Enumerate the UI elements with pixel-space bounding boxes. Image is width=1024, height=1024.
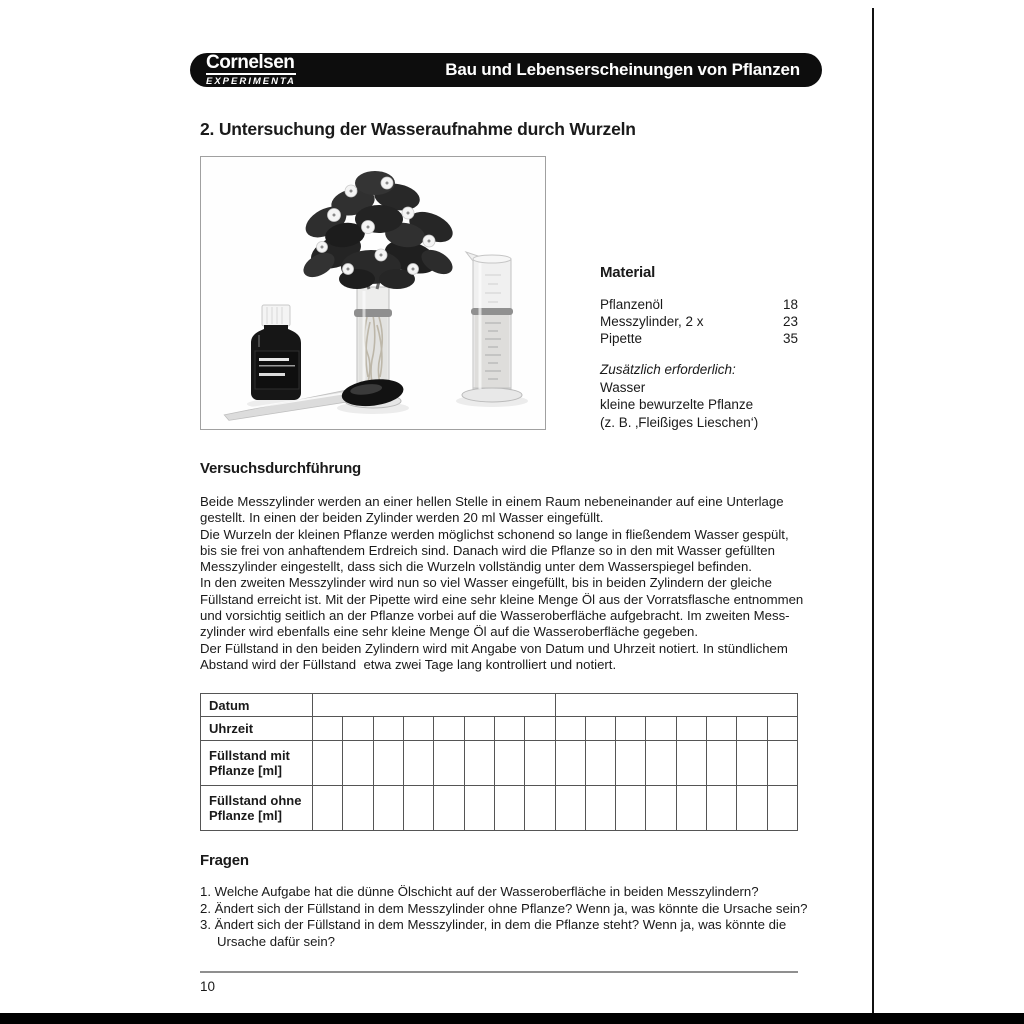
questions-heading: Fragen xyxy=(200,852,249,869)
table-empty-cell xyxy=(767,741,797,786)
table-empty-cell xyxy=(313,694,556,717)
table-empty-cell xyxy=(313,741,343,786)
table-row xyxy=(201,786,798,831)
procedure-line: gestellt. In einen der beiden Zylinder werden 20 ml Wasser eingefüllt. xyxy=(200,510,604,526)
table-empty-cell xyxy=(737,717,767,741)
table-empty-cell xyxy=(525,717,555,741)
experiment-photo-illustration xyxy=(201,157,545,429)
table-empty-cell xyxy=(434,717,464,741)
procedure-line: Messzylinder eingestellt, dass sich die Wurzeln vollständig unter dem Wasserspiegel befinden. xyxy=(200,559,752,575)
table-empty-cell xyxy=(373,786,403,831)
table-empty-cell xyxy=(585,786,615,831)
procedure-line: Die Wurzeln der kleinen Pflanze werden möglichst schonend so lange in fließendem Wasser gespült, xyxy=(200,526,789,542)
table-empty-cell xyxy=(313,717,343,741)
question-line: Ursache dafür sein? xyxy=(217,933,336,949)
table-empty-cell xyxy=(343,717,373,741)
table-empty-cell xyxy=(767,786,797,831)
page-number: 10 xyxy=(200,979,216,994)
header-title: Bau und Lebenserscheinungen von Pflanzen xyxy=(445,60,800,79)
table-empty-cell xyxy=(403,717,433,741)
table-empty-cell xyxy=(585,717,615,741)
table-empty-cell xyxy=(403,741,433,786)
table-empty-cell xyxy=(403,786,433,831)
table-empty-cell xyxy=(555,694,798,717)
header-bar xyxy=(190,53,822,87)
material-item-name: Pipette xyxy=(600,331,643,346)
table-empty-cell xyxy=(737,741,767,786)
table-empty-cell xyxy=(676,717,706,741)
table-row xyxy=(201,694,798,717)
logo-brand-text: Cornelsen xyxy=(206,52,295,74)
table-empty-cell xyxy=(555,741,585,786)
logo-sub-text: EXPERIMENTA xyxy=(206,76,296,88)
page-edge-line xyxy=(872,8,874,1014)
table-empty-cell xyxy=(646,717,676,741)
footer-divider xyxy=(200,971,798,973)
table-empty-cell xyxy=(555,717,585,741)
material-item-name: Messzylinder, 2 x xyxy=(600,314,704,329)
material-item-number: 23 xyxy=(782,314,798,329)
table-empty-cell xyxy=(434,786,464,831)
oil-bottle-icon xyxy=(251,305,301,400)
table-empty-cell xyxy=(494,717,524,741)
table-empty-cell xyxy=(343,741,373,786)
material-item-name: Pflanzenöl xyxy=(600,297,664,312)
material-additional-item: Wasser xyxy=(600,379,646,395)
table-empty-cell xyxy=(525,786,555,831)
table-empty-cell xyxy=(373,741,403,786)
record-table xyxy=(200,693,798,831)
material-item-number: 18 xyxy=(782,297,798,312)
table-empty-cell xyxy=(525,741,555,786)
material-additional xyxy=(600,361,798,431)
section-title: 2. Untersuchung der Wasseraufnahme durch Wurzeln xyxy=(200,119,636,139)
procedure-line: In den zweiten Messzylinder wird nun so viel Wasser eingefüllt, bis in beiden Zylindern der gleiche xyxy=(200,575,772,591)
table-empty-cell xyxy=(343,786,373,831)
table-empty-cell xyxy=(585,741,615,786)
procedure-line: zylinder wird ebenfalls eine sehr kleine Menge Öl auf die Wasseroberfläche gegeben. xyxy=(200,624,698,640)
table-empty-cell xyxy=(646,786,676,831)
procedure-line: Abstand wird der Füllstand etwa zwei Tage lang kontrolliert und notiert. xyxy=(200,656,617,672)
pipette-icon xyxy=(222,376,405,424)
material-item xyxy=(600,296,798,313)
procedure-line: Füllstand erreicht ist. Mit der Pipette wird eine sehr kleine Menge Öl aus der Vorratsflasche entnommen xyxy=(200,591,804,607)
procedure-line: Beide Messzylinder werden an einer hellen Stelle in einem Raum nebeneinander auf eine Unterlage xyxy=(200,494,784,509)
table-empty-cell xyxy=(737,786,767,831)
table-empty-cell xyxy=(494,741,524,786)
table-empty-cell xyxy=(313,786,343,831)
table-empty-cell xyxy=(616,717,646,741)
table-empty-cell xyxy=(707,786,737,831)
table-row xyxy=(201,717,798,741)
cornelsen-logo xyxy=(190,53,296,87)
question-line: 1. Welche Aufgabe hat die dünne Ölschicht auf der Wasseroberfläche in beiden Messzylindern? xyxy=(200,884,759,899)
procedure-line: bis sie frei von anhaftendem Erdreich sind. Danach wird die Pflanze so in den mit Wasser gefüllten xyxy=(200,542,775,558)
question-line: 2. Ändert sich der Füllstand in dem Messzylinder ohne Pflanze? Wenn ja, was könnte die Ursache sein? xyxy=(200,900,808,916)
table-row-label: Füllstand ohne Pflanze [ml] xyxy=(201,786,313,831)
material-additional-heading: Zusätzlich erforderlich: xyxy=(600,362,736,377)
experiment-photo xyxy=(200,156,546,430)
table-empty-cell xyxy=(707,741,737,786)
table-empty-cell xyxy=(434,741,464,786)
measuring-cylinder-icon xyxy=(462,252,522,402)
table-empty-cell xyxy=(616,741,646,786)
table-empty-cell xyxy=(464,717,494,741)
material-list xyxy=(600,296,798,347)
table-row-label: Füllstand mit Pflanze [ml] xyxy=(201,741,313,786)
table-empty-cell xyxy=(464,786,494,831)
table-row-label: Datum xyxy=(201,694,313,717)
table-empty-cell xyxy=(676,786,706,831)
procedure-line: und vorsichtig seitlich an der Pflanze vorbei auf die Wasseroberfläche aufgebracht. Im zweiten Mess- xyxy=(200,608,790,624)
table-empty-cell xyxy=(676,741,706,786)
procedure-line: Der Füllstand in den beiden Zylindern wird mit Angabe von Datum und Uhrzeit notiert. In stündlichem xyxy=(200,640,788,656)
procedure-heading: Versuchsdurchführung xyxy=(200,460,362,477)
bottom-scan-strip xyxy=(0,1013,1024,1024)
table-empty-cell xyxy=(767,717,797,741)
table-empty-cell xyxy=(494,786,524,831)
material-heading: Material xyxy=(600,264,656,281)
table-row-label: Uhrzeit xyxy=(201,717,313,741)
table-empty-cell xyxy=(464,741,494,786)
table-empty-cell xyxy=(646,741,676,786)
table-empty-cell xyxy=(555,786,585,831)
material-additional-item: (z. B. ‚Fleißiges Lieschen‘) xyxy=(600,414,759,430)
material-item xyxy=(600,330,798,347)
table-row xyxy=(201,741,798,786)
material-additional-item: kleine bewurzelte Pflanze xyxy=(600,397,754,412)
question-list xyxy=(200,884,808,950)
table-empty-cell xyxy=(373,717,403,741)
material-item-number: 35 xyxy=(782,331,798,346)
question-line: 3. Ändert sich der Füllstand in dem Messzylinder, in dem die Pflanze steht? Wenn ja, was könnte die xyxy=(200,917,787,932)
procedure-text xyxy=(200,494,804,673)
table-empty-cell xyxy=(707,717,737,741)
material-item xyxy=(600,313,798,330)
plant-foliage-icon xyxy=(299,171,457,289)
table-empty-cell xyxy=(616,786,646,831)
